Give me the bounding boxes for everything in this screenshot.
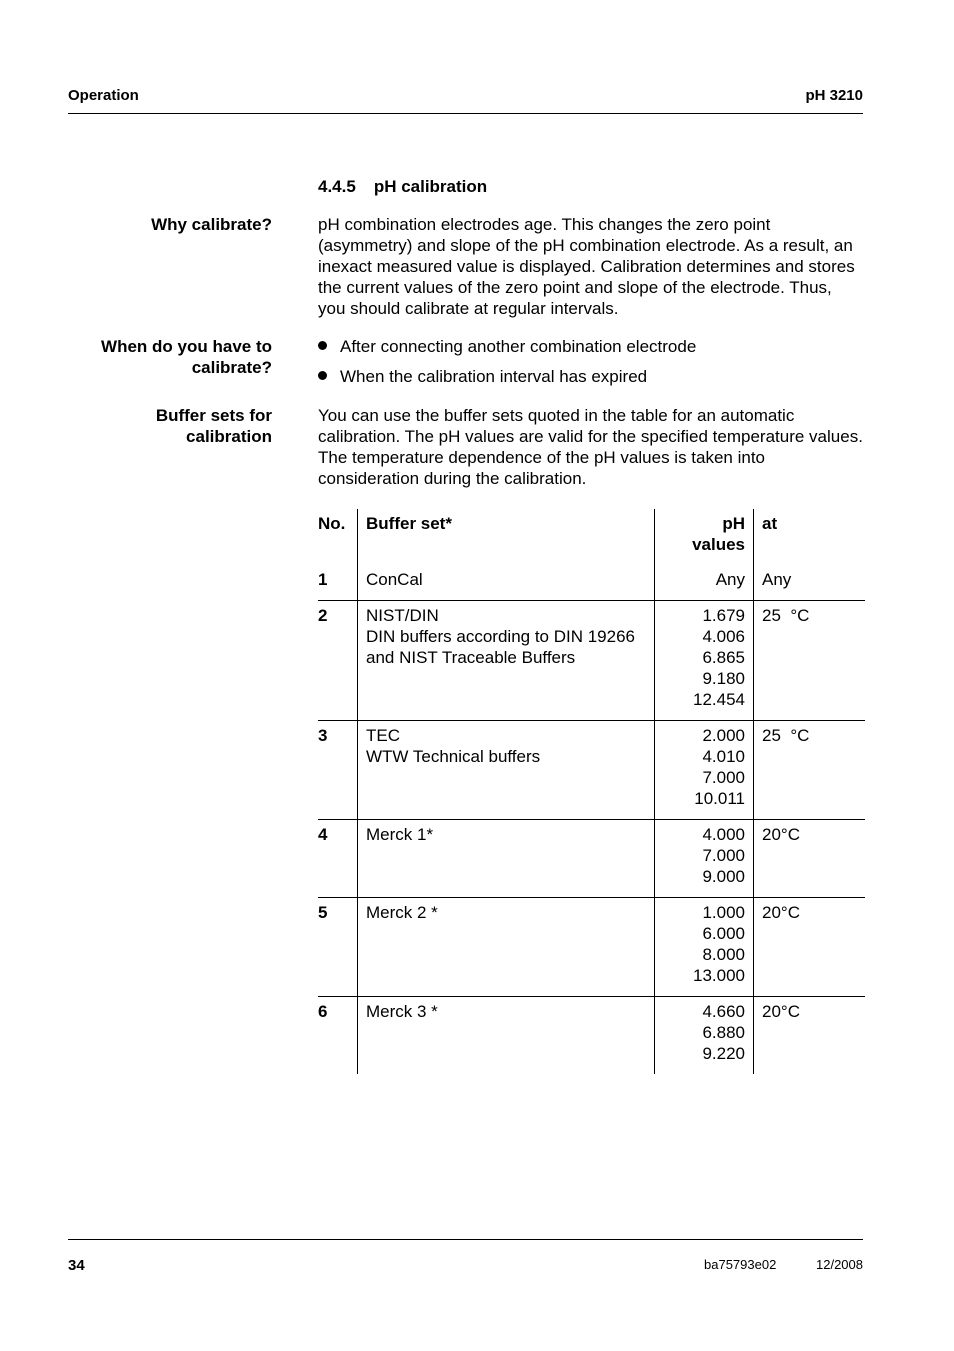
- buffer-label-line-1: Buffer sets for: [155, 406, 272, 425]
- ph-value: Any: [715, 570, 745, 589]
- cell-temperature: 25 °C: [762, 726, 810, 745]
- buffer-set-line: TEC: [366, 726, 400, 745]
- bullet-text: When the calibration interval has expired: [340, 367, 648, 386]
- ph-value: 6.880: [702, 1023, 745, 1042]
- ph-value: 4.010: [702, 747, 745, 766]
- bullet-icon: [318, 341, 327, 350]
- ph-value: 12.454: [693, 690, 745, 709]
- ph-value: 7.000: [702, 768, 745, 787]
- cell-buffer-set: [358, 997, 655, 1075]
- cell-no: 4: [318, 820, 358, 898]
- cell-ph-values: [655, 721, 754, 820]
- ph-value: 9.220: [702, 1044, 745, 1063]
- buffer-set-line: Merck 1*: [366, 825, 434, 844]
- cell-temperature: 20°C: [762, 903, 800, 922]
- col-header-no: No.: [318, 509, 358, 565]
- header-section-label: Operation: [68, 87, 139, 104]
- ph-value: 9.180: [702, 669, 745, 688]
- cell-temperature: 25 °C: [762, 606, 810, 625]
- cell-no: 5: [318, 898, 358, 997]
- buffer-label-line-2: calibration: [186, 427, 272, 446]
- ph-header-line-2: values: [692, 535, 745, 554]
- table-row: [318, 601, 865, 721]
- table-row: [318, 820, 865, 898]
- bullet-item: [318, 336, 696, 357]
- ph-value: 4.000: [702, 825, 745, 844]
- when-label-line-2: calibrate?: [191, 358, 272, 377]
- document-id: ba75793e02: [704, 1257, 777, 1272]
- ph-value: 13.000: [693, 966, 745, 985]
- when-label-line-1: When do you have to: [101, 337, 272, 356]
- cell-no: 2: [318, 601, 358, 721]
- bullet-text: After connecting another combination electrode: [340, 337, 697, 356]
- cell-ph-values: [655, 565, 754, 601]
- cell-no: 3: [318, 721, 358, 820]
- cell-buffer-set: [358, 721, 655, 820]
- buffer-set-line: ConCal: [366, 570, 423, 589]
- header-divider: [68, 113, 863, 114]
- col-header-buffer-set: Buffer set*: [358, 509, 655, 565]
- ph-value: 10.011: [694, 789, 745, 808]
- ph-value: 9.000: [702, 867, 745, 886]
- ph-value: 1.679: [702, 606, 745, 625]
- cell-temperature: Any: [762, 570, 792, 589]
- document-date: 12/2008: [816, 1257, 863, 1272]
- cell-buffer-set: [358, 898, 655, 997]
- why-calibrate-label: Why calibrate?: [151, 215, 272, 234]
- when-calibrate-label: [32, 336, 272, 378]
- ph-value: 6.865: [702, 648, 745, 667]
- ph-value: 7.000: [702, 846, 745, 865]
- cell-buffer-set: [358, 565, 655, 601]
- buffer-set-line: and NIST Traceable Buffers: [366, 648, 576, 667]
- cell-temperature: 20°C: [762, 825, 800, 844]
- table-header-row: [318, 509, 865, 565]
- buffer-set-line: DIN buffers according to DIN 19266: [366, 627, 635, 646]
- section-title: pH calibration: [373, 177, 488, 196]
- section-number: 4.4.5: [318, 177, 356, 196]
- ph-header-line-1: pH: [722, 514, 745, 533]
- ph-value: 6.000: [702, 924, 745, 943]
- bullet-icon: [318, 371, 327, 380]
- header-product-name: pH 3210: [805, 87, 863, 104]
- ph-value: 4.006: [702, 627, 745, 646]
- cell-buffer-set: [358, 820, 655, 898]
- table-row: [318, 898, 865, 997]
- buffer-table: [318, 509, 865, 1074]
- buffer-set-line: NIST/DIN: [366, 606, 439, 625]
- ph-value: 2.000: [702, 726, 745, 745]
- col-header-at: at: [762, 514, 778, 533]
- cell-ph-values: [655, 601, 754, 721]
- ph-value: 8.000: [702, 945, 745, 964]
- ph-value: 1.000: [702, 903, 745, 922]
- ph-value: 4.660: [702, 1002, 745, 1021]
- why-calibrate-text: pH combination electrodes age. This changes the zero point (asymmetry) and slope of the pH combination electrode. As a result, an inexact measured value is displayed. Calibration determines and stores the current values of the zero point and slope of the electrode. Thus, you should calibrate at regular intervals.: [318, 215, 855, 318]
- buffer-set-line: Merck 3 *: [366, 1002, 438, 1021]
- table-row: [318, 565, 865, 601]
- cell-ph-values: [655, 898, 754, 997]
- buffer-sets-label: [32, 405, 272, 447]
- cell-no: 6: [318, 997, 358, 1075]
- bullet-item: [318, 366, 647, 387]
- table-row: [318, 997, 865, 1075]
- page-number: 34: [68, 1257, 85, 1274]
- cell-temperature: 20°C: [762, 1002, 800, 1021]
- cell-buffer-set: [358, 601, 655, 721]
- cell-no: 1: [318, 565, 358, 601]
- section-heading: [318, 177, 487, 197]
- cell-ph-values: [655, 997, 754, 1075]
- table-body: [318, 565, 865, 1074]
- buffer-sets-text: You can use the buffer sets quoted in the table for an automatic calibration. The pH values are valid for the specified temperature values. The temperature dependence of the pH values is taken into consideration during the calibration.: [318, 406, 863, 488]
- buffer-set-line: Merck 2 *: [366, 903, 438, 922]
- footer-divider: [68, 1239, 863, 1240]
- cell-ph-values: [655, 820, 754, 898]
- buffer-set-line: WTW Technical buffers: [366, 747, 541, 766]
- col-header-ph-values: [655, 509, 754, 565]
- table-row: [318, 721, 865, 820]
